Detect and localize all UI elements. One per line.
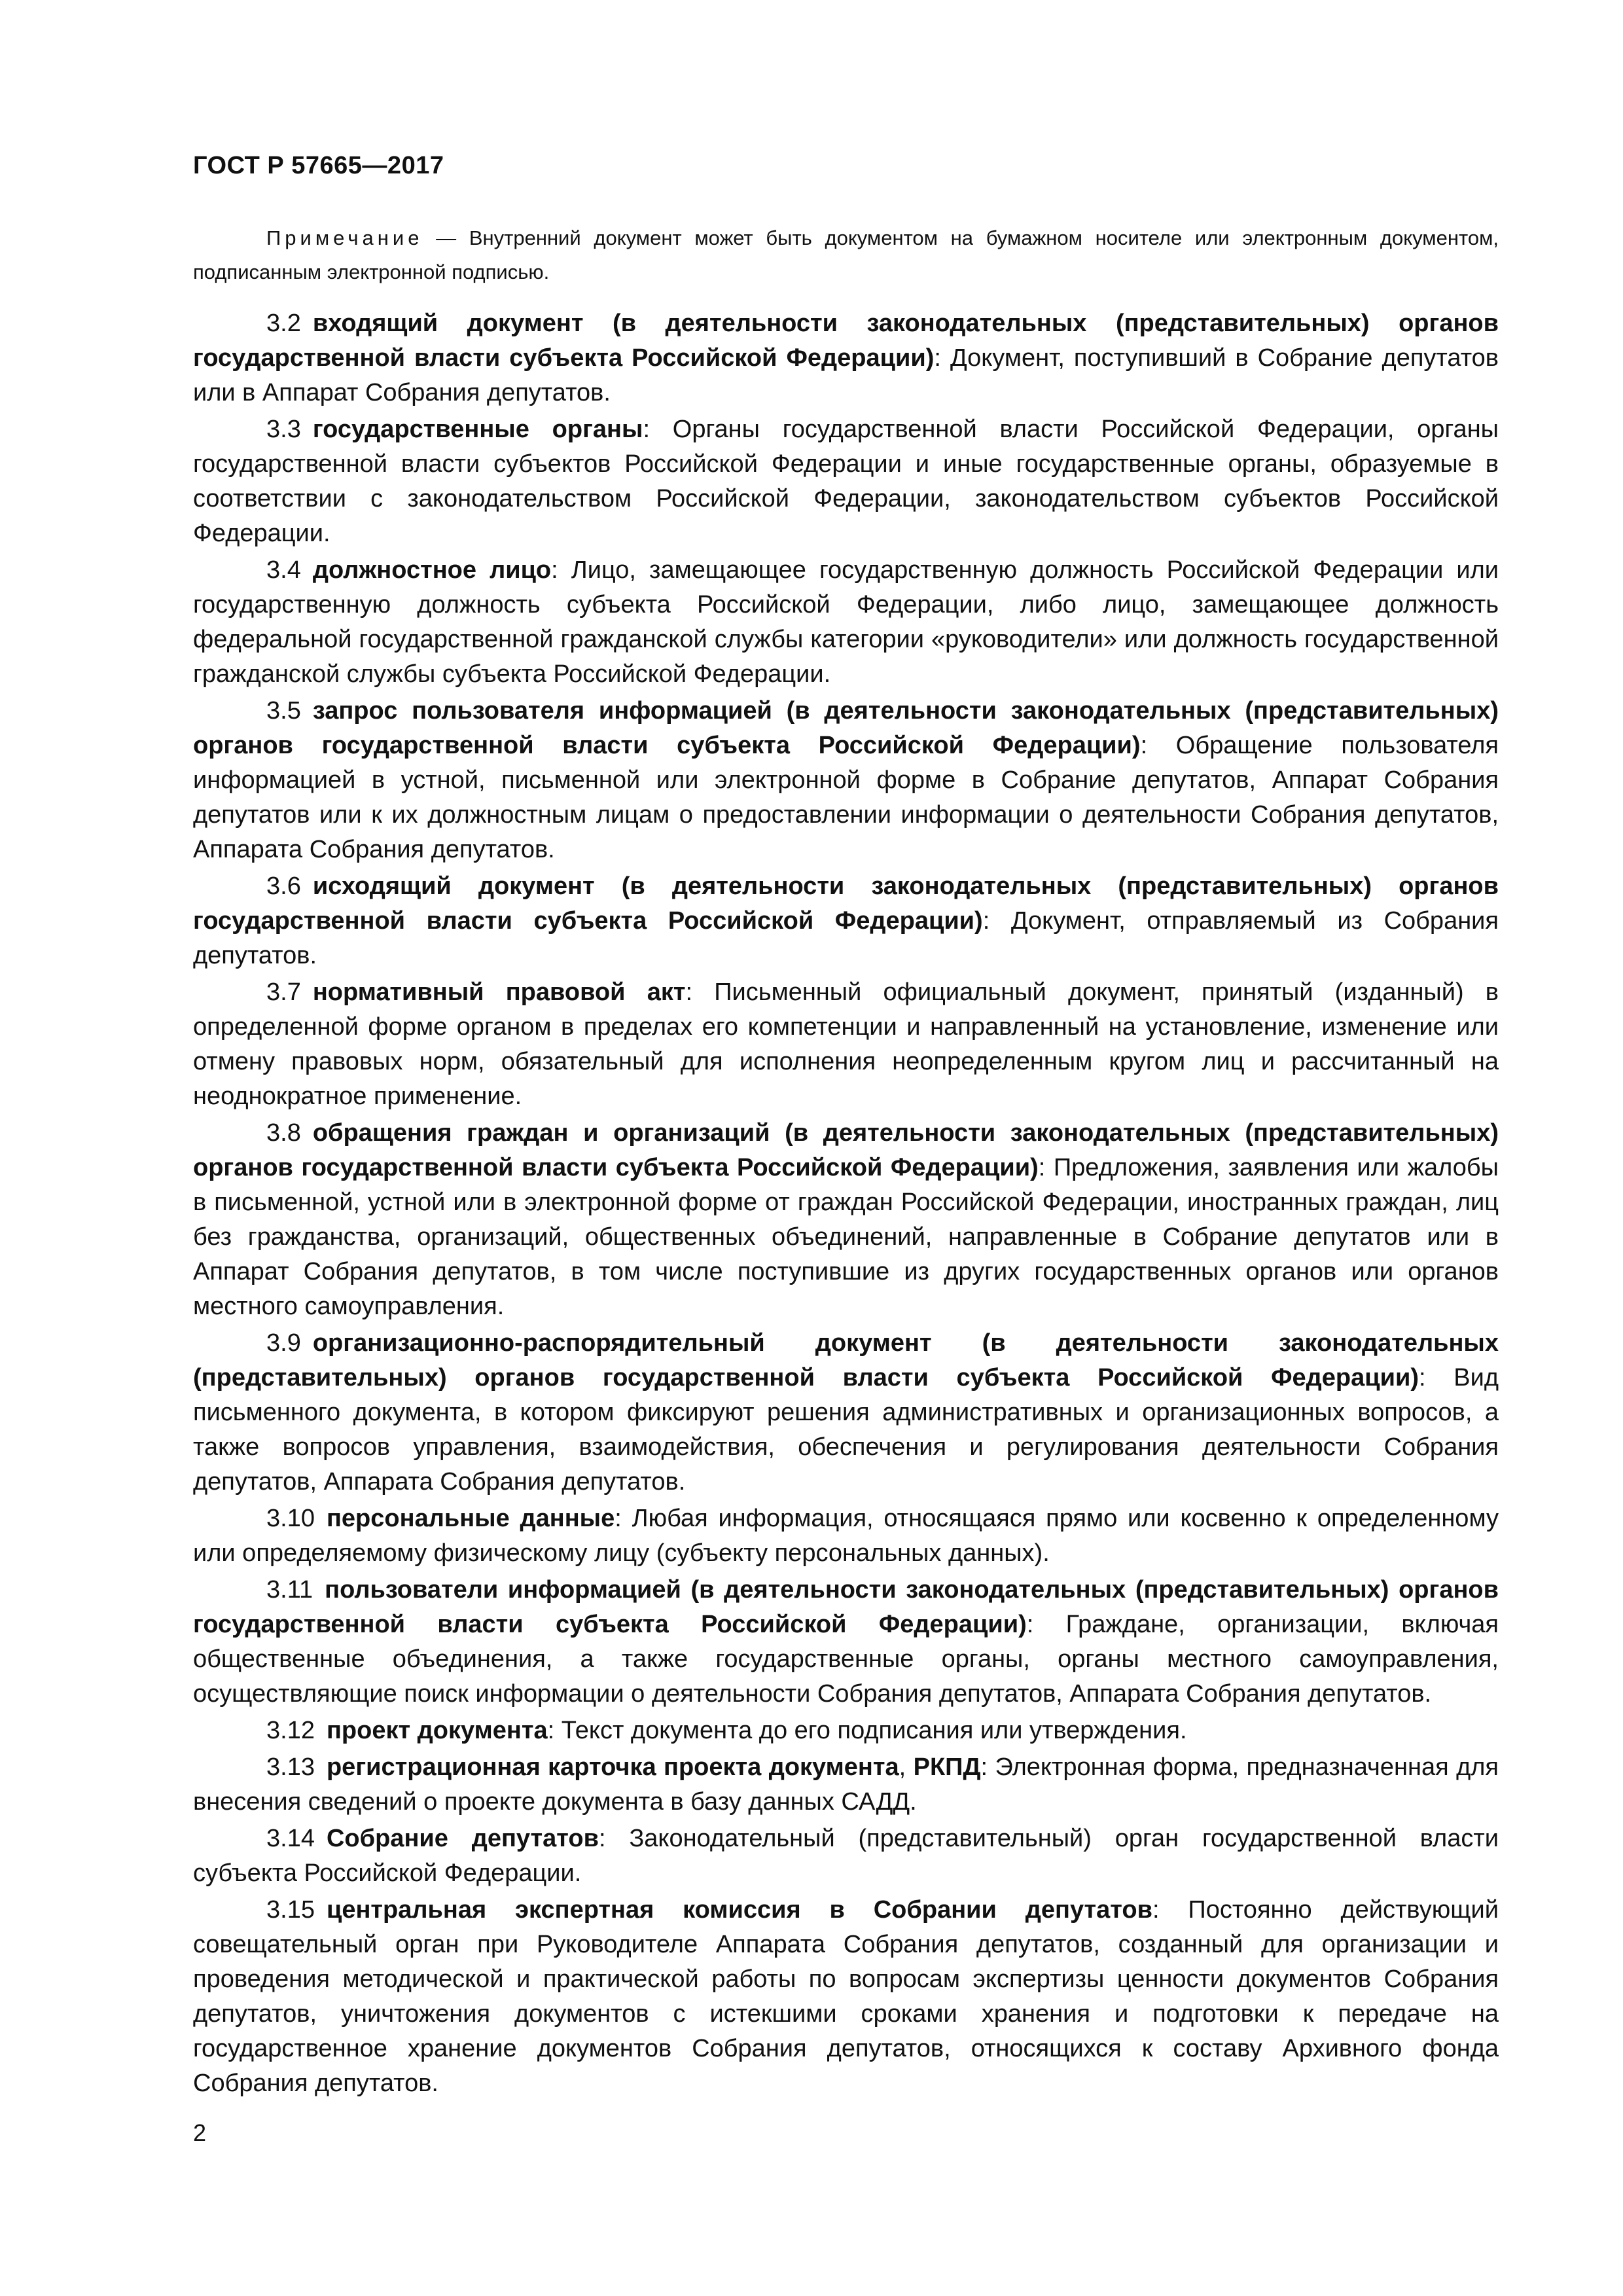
term-number: 3.15 [266, 1896, 315, 1924]
term-name: входящий документ (в деятельности законодательных (представительных) органов государственной власти субъекта Российской Федерации) [193, 310, 1499, 372]
term-number: 3.3 [266, 416, 301, 443]
term-3-9 [193, 1326, 1499, 1499]
note-label: Примечание [266, 226, 423, 249]
document-header: ГОСТ Р 57665—2017 [193, 152, 444, 179]
term-name: центральная экспертная комиссия в Собрании депутатов [326, 1896, 1152, 1924]
term-name: исходящий документ (в деятельности законодательных (представительных) органов государственной власти субъекта Российской Федерации) [193, 872, 1499, 935]
term-number: 3.7 [266, 978, 301, 1006]
term-definition: : Обращение пользователя информацией в устной, письменной или электронной форме в Собрание депутатов, Аппарат Собрания депутатов или к их должностным лицам о предоставлении информации о деятельности Собрания депутатов, Аппарата Собрания депутатов. [193, 732, 1499, 863]
term-3-11 [193, 1573, 1499, 1712]
term-number: 3.5 [266, 697, 301, 725]
term-name: пользователи информацией (в деятельности законодательных (представительных) органов государственной власти субъекта Российской Федерации) [193, 1576, 1499, 1638]
term-name: запрос пользователя информацией (в деятельности законодательных (представительных) органов государственной власти субъекта Российской Федерации) [193, 697, 1499, 759]
term-3-13 [193, 1750, 1499, 1820]
term-definition: : Письменный официальный документ, принятый (изданный) в определенной форме органом в пределах его компетенции и направленный на установление, изменение или отмену правовых норм, обязательный для исполнения неопределенным кругом лиц и рассчитанный на неоднократное применение. [193, 978, 1499, 1110]
term-number: 3.12 [266, 1717, 315, 1744]
term-name: Собрание депутатов [326, 1825, 599, 1852]
term-name: нормативный правовой акт [312, 978, 686, 1006]
term-name: регистрационная карточка проекта документа [326, 1753, 899, 1781]
term-number: 3.11 [266, 1576, 313, 1604]
term-definition: : Постоянно действующий совещательный орган при Руководителе Аппарата Собрания депутатов, созданный для организации и проведения методической и практической работы по вопросам экспертизы ценности документов Собрания депутатов, уничтожения документов с истекшими сроками хранения и подготовки к передаче на государственное хранение документов Собрания депутатов, относящихся к составу Архивного фонда Собрания депутатов. [193, 1896, 1499, 2097]
term-definition: : Документ, поступивший в Собрание депутатов или в Аппарат Собрания депутатов. [193, 344, 1499, 406]
term-3-7 [193, 975, 1499, 1114]
term-name: государственные органы [312, 416, 643, 443]
term-3-3 [193, 412, 1499, 551]
note-text: — Внутренний документ может быть документом на бумажном носителе или электронным документом, подписанным электронной подписью. [193, 226, 1499, 283]
term-3-12 [193, 1713, 1499, 1748]
term-number: 3.13 [266, 1753, 315, 1781]
term-separator: , [899, 1753, 914, 1781]
term-definition: : Граждане, организации, включая общественные объединения, а также государственные органы, органы местного самоуправления, осуществляющие поиск информации о деятельности Собрания депутатов, Аппарата Собрания депутатов. [193, 1611, 1499, 1708]
term-definition: : Лицо, замещающее государственную должность Российской Федерации или государственную должность субъекта Российской Федерации, либо лицо, замещающее должность федеральной государственной гражданской службы категории «руководители» или должность государственной гражданской службы субъекта Российской Федерации. [193, 556, 1499, 688]
term-3-15 [193, 1893, 1499, 2101]
term-3-4 [193, 553, 1499, 692]
term-definition: : Органы государственной власти Российской Федерации, органы государственной власти субъектов Российской Федерации и иные государственные органы, образуемые в соответствии с законодательством Российской Федерации, законодательством субъектов Российской Федерации. [193, 416, 1499, 547]
term-name: проект документа [326, 1717, 548, 1744]
term-definition: : Любая информация, относящаяся прямо или косвенно к определенному или определяемому физическому лицу (субъекту персональных данных). [193, 1505, 1499, 1567]
term-definition: : Документ, отправляемый из Собрания депутатов. [193, 907, 1499, 969]
term-name: обращения граждан и организаций (в деятельности законодательных (представительных) органов государственной власти субъекта Российской Федерации) [193, 1119, 1499, 1181]
term-name: персональные данные [326, 1505, 615, 1532]
term-definition: : Текст документа до его подписания или утверждения. [547, 1717, 1187, 1744]
term-number: 3.2 [266, 310, 301, 337]
term-3-2 [193, 306, 1499, 410]
term-definition: : Вид письменного документа, в котором фиксируют решения административных и организационных вопросов, а также вопросов управления, взаимодействия, обеспечения и регулирования деятельности Собрания депутатов, Аппарата Собрания депутатов. [193, 1364, 1499, 1496]
term-name: должностное лицо [312, 556, 552, 584]
term-definition: : Законодательный (представительный) орган государственной власти субъекта Российской Федерации. [193, 1825, 1499, 1887]
term-number: 3.6 [266, 872, 301, 900]
term-number: 3.9 [266, 1329, 301, 1357]
term-3-8 [193, 1116, 1499, 1324]
term-3-5 [193, 694, 1499, 867]
term-definition: : Предложения, заявления или жалобы в письменной, устной или в электронной форме от граждан Российской Федерации, иностранных граждан, лиц без гражданства, организаций, общественных объединений, направленные в Собрание депутатов или в Аппарат Собрания депутатов, в том числе поступившие из других государственных органов или органов местного самоуправления. [193, 1154, 1499, 1320]
term-number: 3.10 [266, 1505, 315, 1532]
term-number: 3.14 [266, 1825, 315, 1852]
term-name: организационно-распорядительный документ (в деятельности законодательных (представительных) органов государственной власти субъекта Российской Федерации) [193, 1329, 1499, 1391]
term-number: 3.8 [266, 1119, 301, 1147]
note-paragraph [193, 221, 1499, 289]
term-abbreviation: РКПД [913, 1753, 981, 1781]
term-3-6 [193, 869, 1499, 973]
term-3-10 [193, 1501, 1499, 1571]
term-number: 3.4 [266, 556, 301, 584]
document-body [193, 221, 1499, 2103]
term-definition: : Электронная форма, предназначенная для внесения сведений о проекте документа в базу данных САДД. [193, 1753, 1499, 1816]
term-3-14 [193, 1821, 1499, 1891]
page-number: 2 [193, 2119, 207, 2146]
